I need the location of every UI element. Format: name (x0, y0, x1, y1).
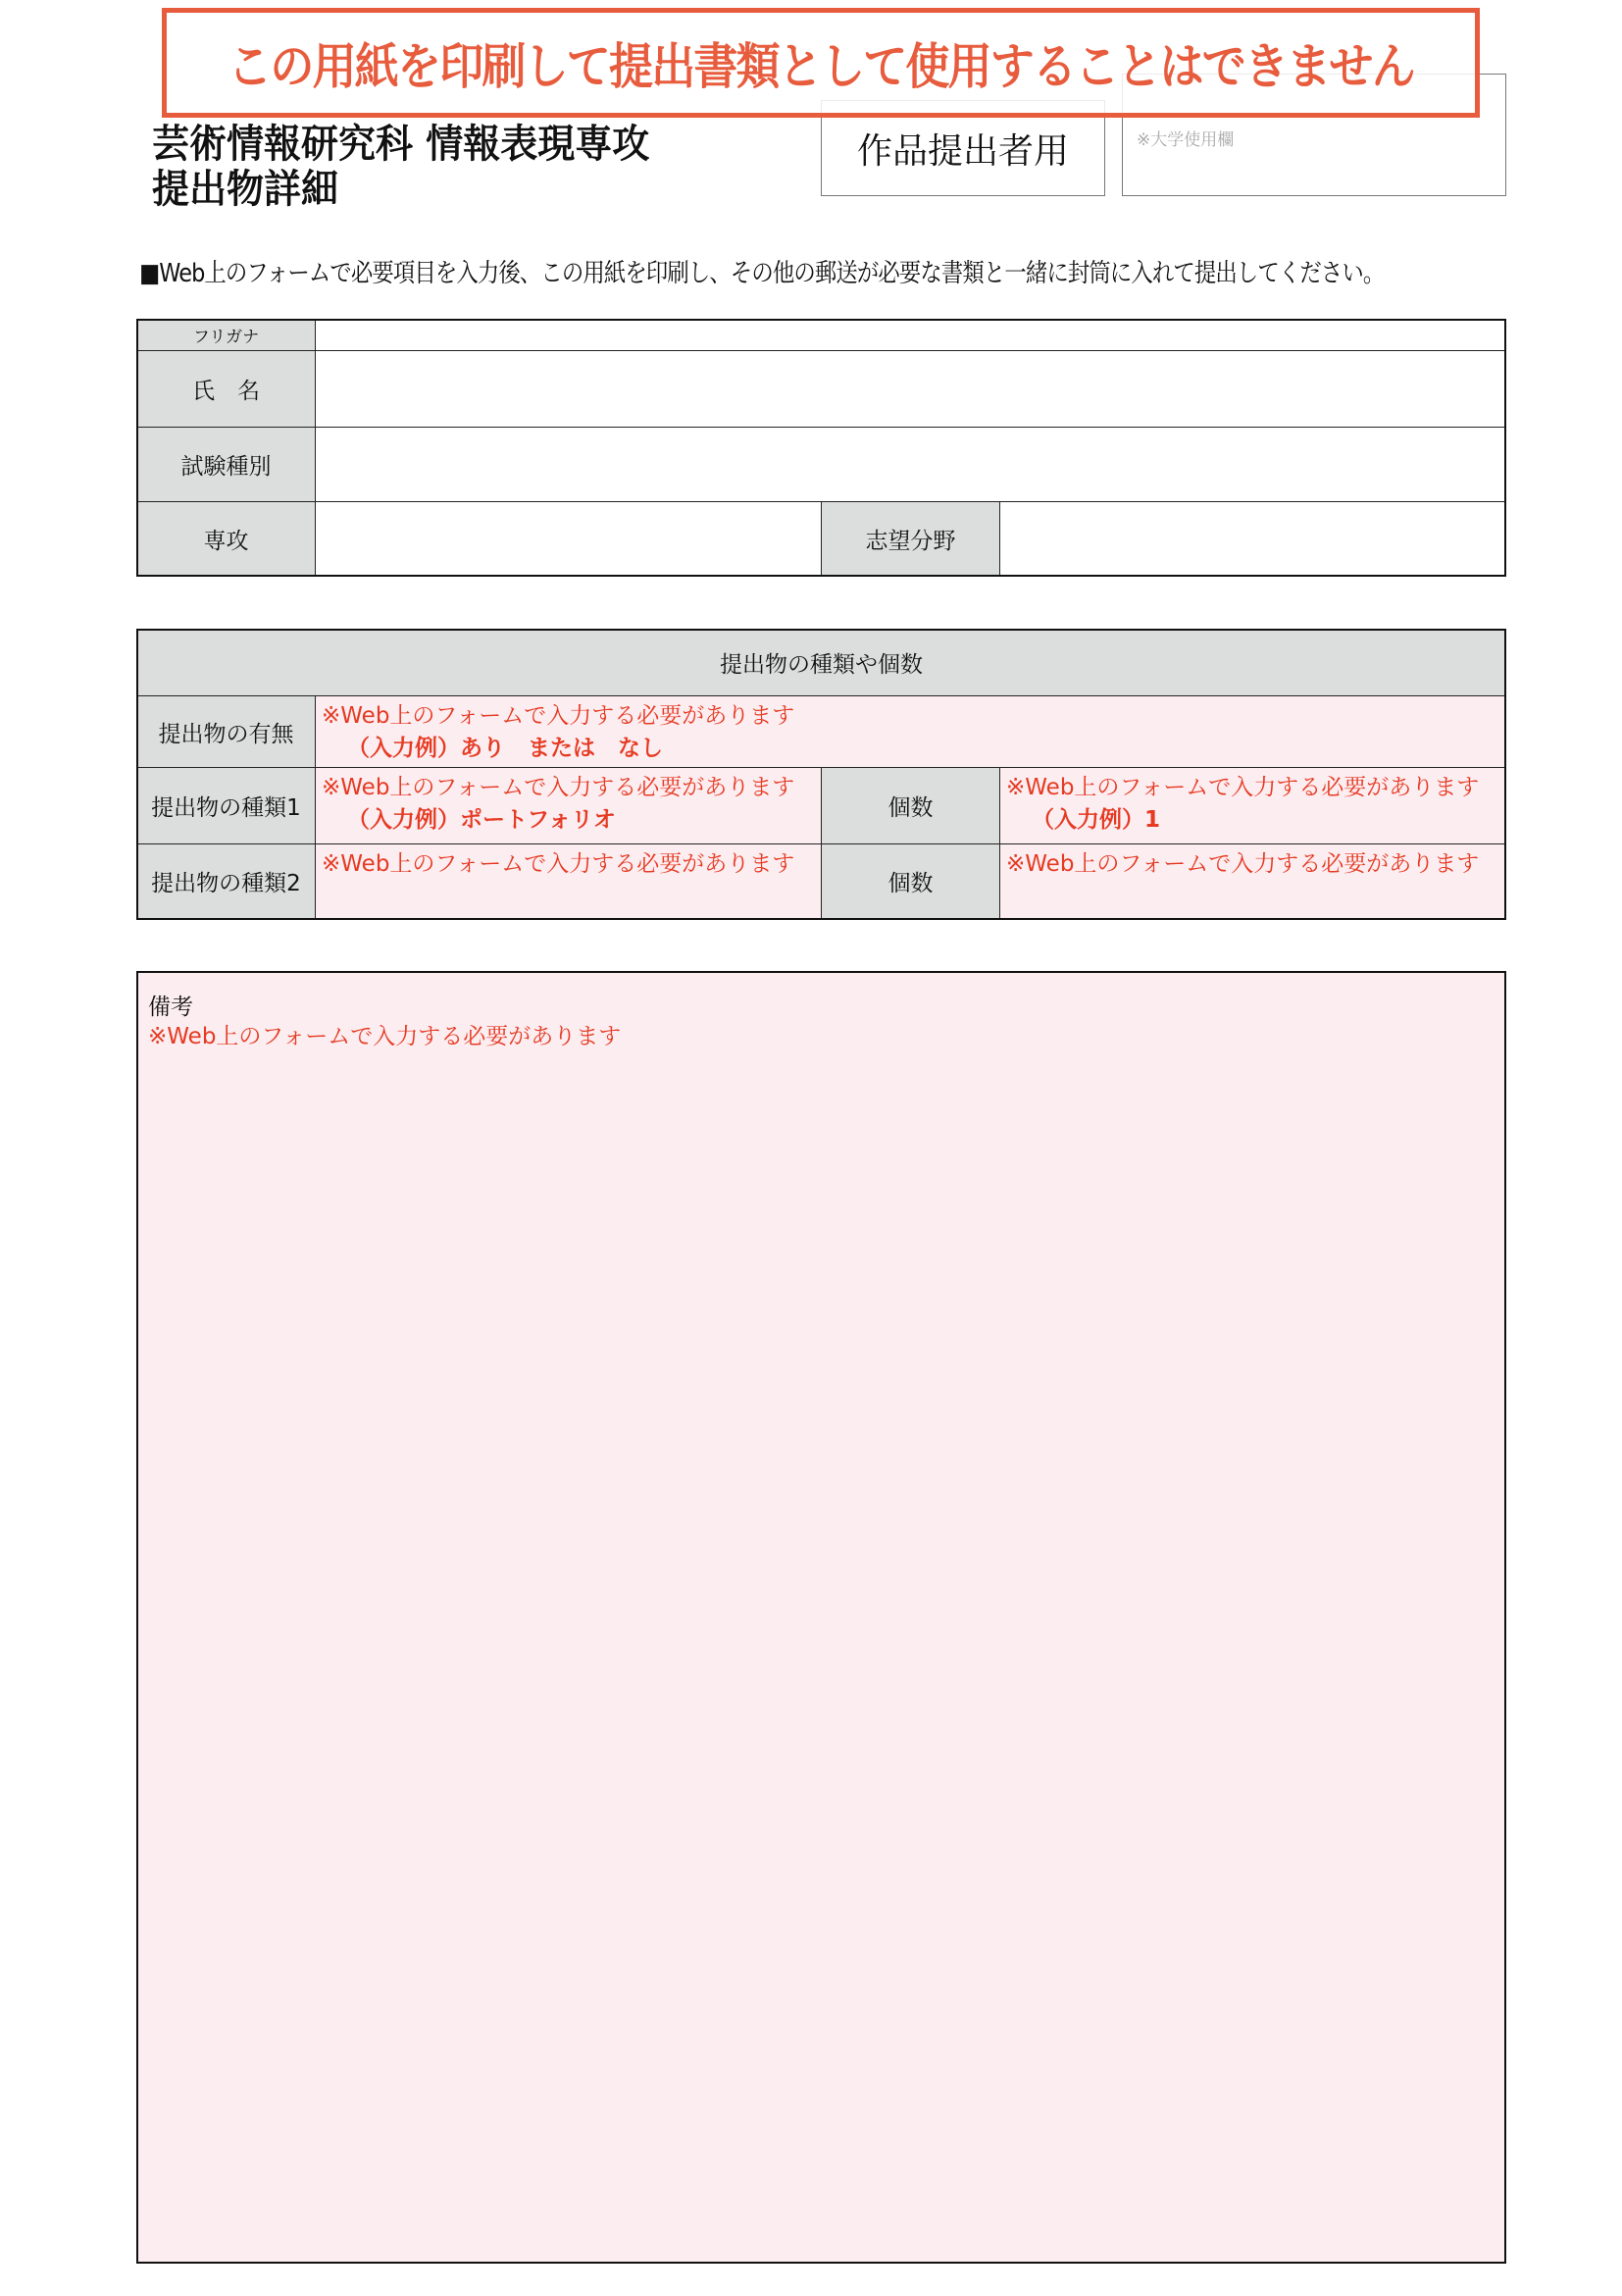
instruction-text: ■Web上のフォームで必要項目を入力後、この用紙を印刷し、その他の郵送が必要な書類と一緒に封筒に入れて提出してください。 (139, 259, 1385, 288)
remarks-field[interactable] (136, 971, 1506, 2264)
submitter-box: 作品提出者用 (821, 100, 1105, 196)
type1-label: 提出物の種類1 (136, 767, 316, 844)
field-label: 志望分野 (821, 501, 1000, 576)
type2-label: 提出物の種類2 (136, 843, 316, 919)
type1-field[interactable]: ※Web上のフォームで入力する必要があります （入力例）ポートフォリオ (315, 767, 822, 844)
major-field[interactable] (315, 501, 822, 576)
count1-label: 個数 (821, 767, 1000, 844)
furigana-label: フリガナ (136, 319, 316, 351)
remarks-label: 備考 (148, 995, 193, 1020)
exam-type-field[interactable] (315, 427, 1506, 502)
presence-label: 提出物の有無 (136, 695, 316, 768)
name-label: 氏 名 (136, 350, 316, 428)
type2-field[interactable]: ※Web上のフォームで入力する必要があります (315, 843, 822, 919)
furigana-field[interactable] (315, 319, 1506, 351)
field-field[interactable] (999, 501, 1506, 576)
university-use-label: ※大学使用欄 (1137, 130, 1235, 150)
presence-field[interactable]: ※Web上のフォームで入力する必要があります （入力例）あり または なし (315, 695, 1506, 768)
exam-type-label: 試験種別 (136, 427, 316, 502)
count2-label: 個数 (821, 843, 1000, 919)
remarks-note: ※Web上のフォームで入力する必要があります (148, 1024, 622, 1049)
count2-field[interactable]: ※Web上のフォームで入力する必要があります (999, 843, 1506, 919)
major-label: 専攻 (136, 501, 316, 576)
page-title: 芸術情報研究科 情報表現専攻 提出物詳細 (152, 122, 650, 212)
submission-header: 提出物の種類や個数 (136, 629, 1506, 696)
count1-field[interactable]: ※Web上のフォームで入力する必要があります （入力例）1 (999, 767, 1506, 844)
not-for-submission-banner: この用紙を印刷して提出書類として使用することはできません (162, 8, 1480, 118)
name-field[interactable] (315, 350, 1506, 428)
